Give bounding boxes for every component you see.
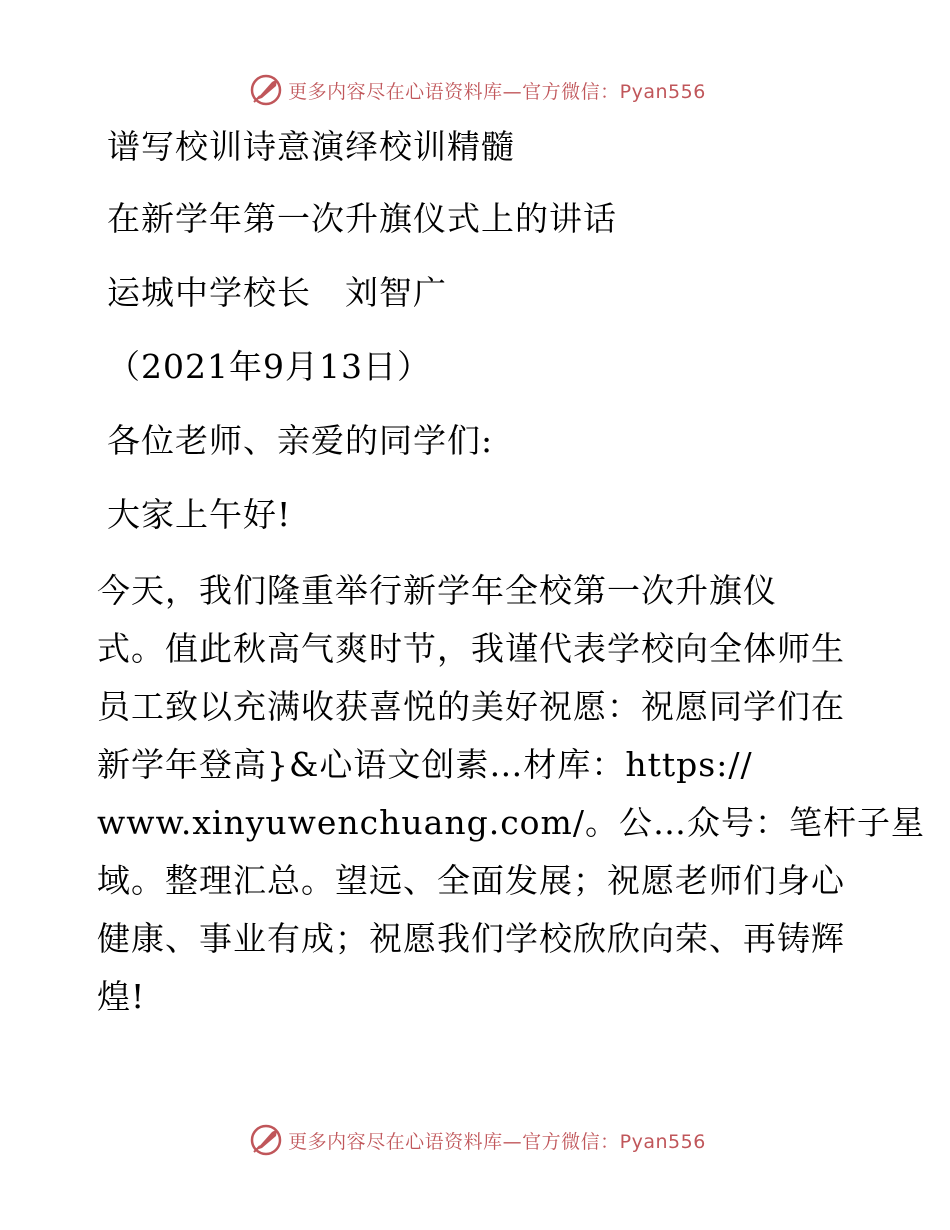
paragraph-line: 今天，我们隆重举行新学年全校第一次升旗仪: [97, 571, 777, 610]
paragraph-line: 煌!: [97, 977, 146, 1016]
document-paragraph: [97, 562, 925, 1026]
paragraph-line: 健康、事业有成；祝愿我们学校欣欣向荣、再铸辉: [97, 919, 845, 958]
quill-pen-icon: [248, 72, 284, 108]
header-banner: [0, 70, 950, 110]
document-title: 谱写校训诗意演绎校训精髓: [107, 127, 515, 166]
quill-pen-icon: [248, 1122, 284, 1158]
footer-banner: [0, 1120, 950, 1160]
paragraph-line: 新学年登高}&心语文创素…材库：https://: [97, 745, 753, 784]
document-author: 运城中学校长 刘智广: [107, 273, 447, 312]
header-banner-content: [248, 72, 706, 108]
footer-banner-text: 更多内容尽在心语资料库—官方微信：Pyan556: [288, 1130, 706, 1153]
document-date: （2021年9月13日）: [107, 347, 431, 386]
paragraph-line: 域。整理汇总。望远、全面发展；祝愿老师们身心: [97, 861, 845, 900]
header-banner-text: 更多内容尽在心语资料库—官方微信：Pyan556: [288, 80, 706, 103]
document-subtitle: 在新学年第一次升旗仪式上的讲话: [107, 199, 617, 238]
paragraph-line: www.xinyuwenchuang.com/。公…众号：笔杆子星: [97, 803, 925, 842]
paragraph-line: 式。值此秋高气爽时节，我谨代表学校向全体师生: [97, 629, 845, 668]
footer-banner-content: [248, 1122, 706, 1158]
paragraph-line: 员工致以充满收获喜悦的美好祝愿：祝愿同学们在: [97, 687, 845, 726]
document-greeting: 大家上午好!: [107, 495, 292, 534]
document-salutation: 各位老师、亲爱的同学们:: [107, 421, 494, 460]
